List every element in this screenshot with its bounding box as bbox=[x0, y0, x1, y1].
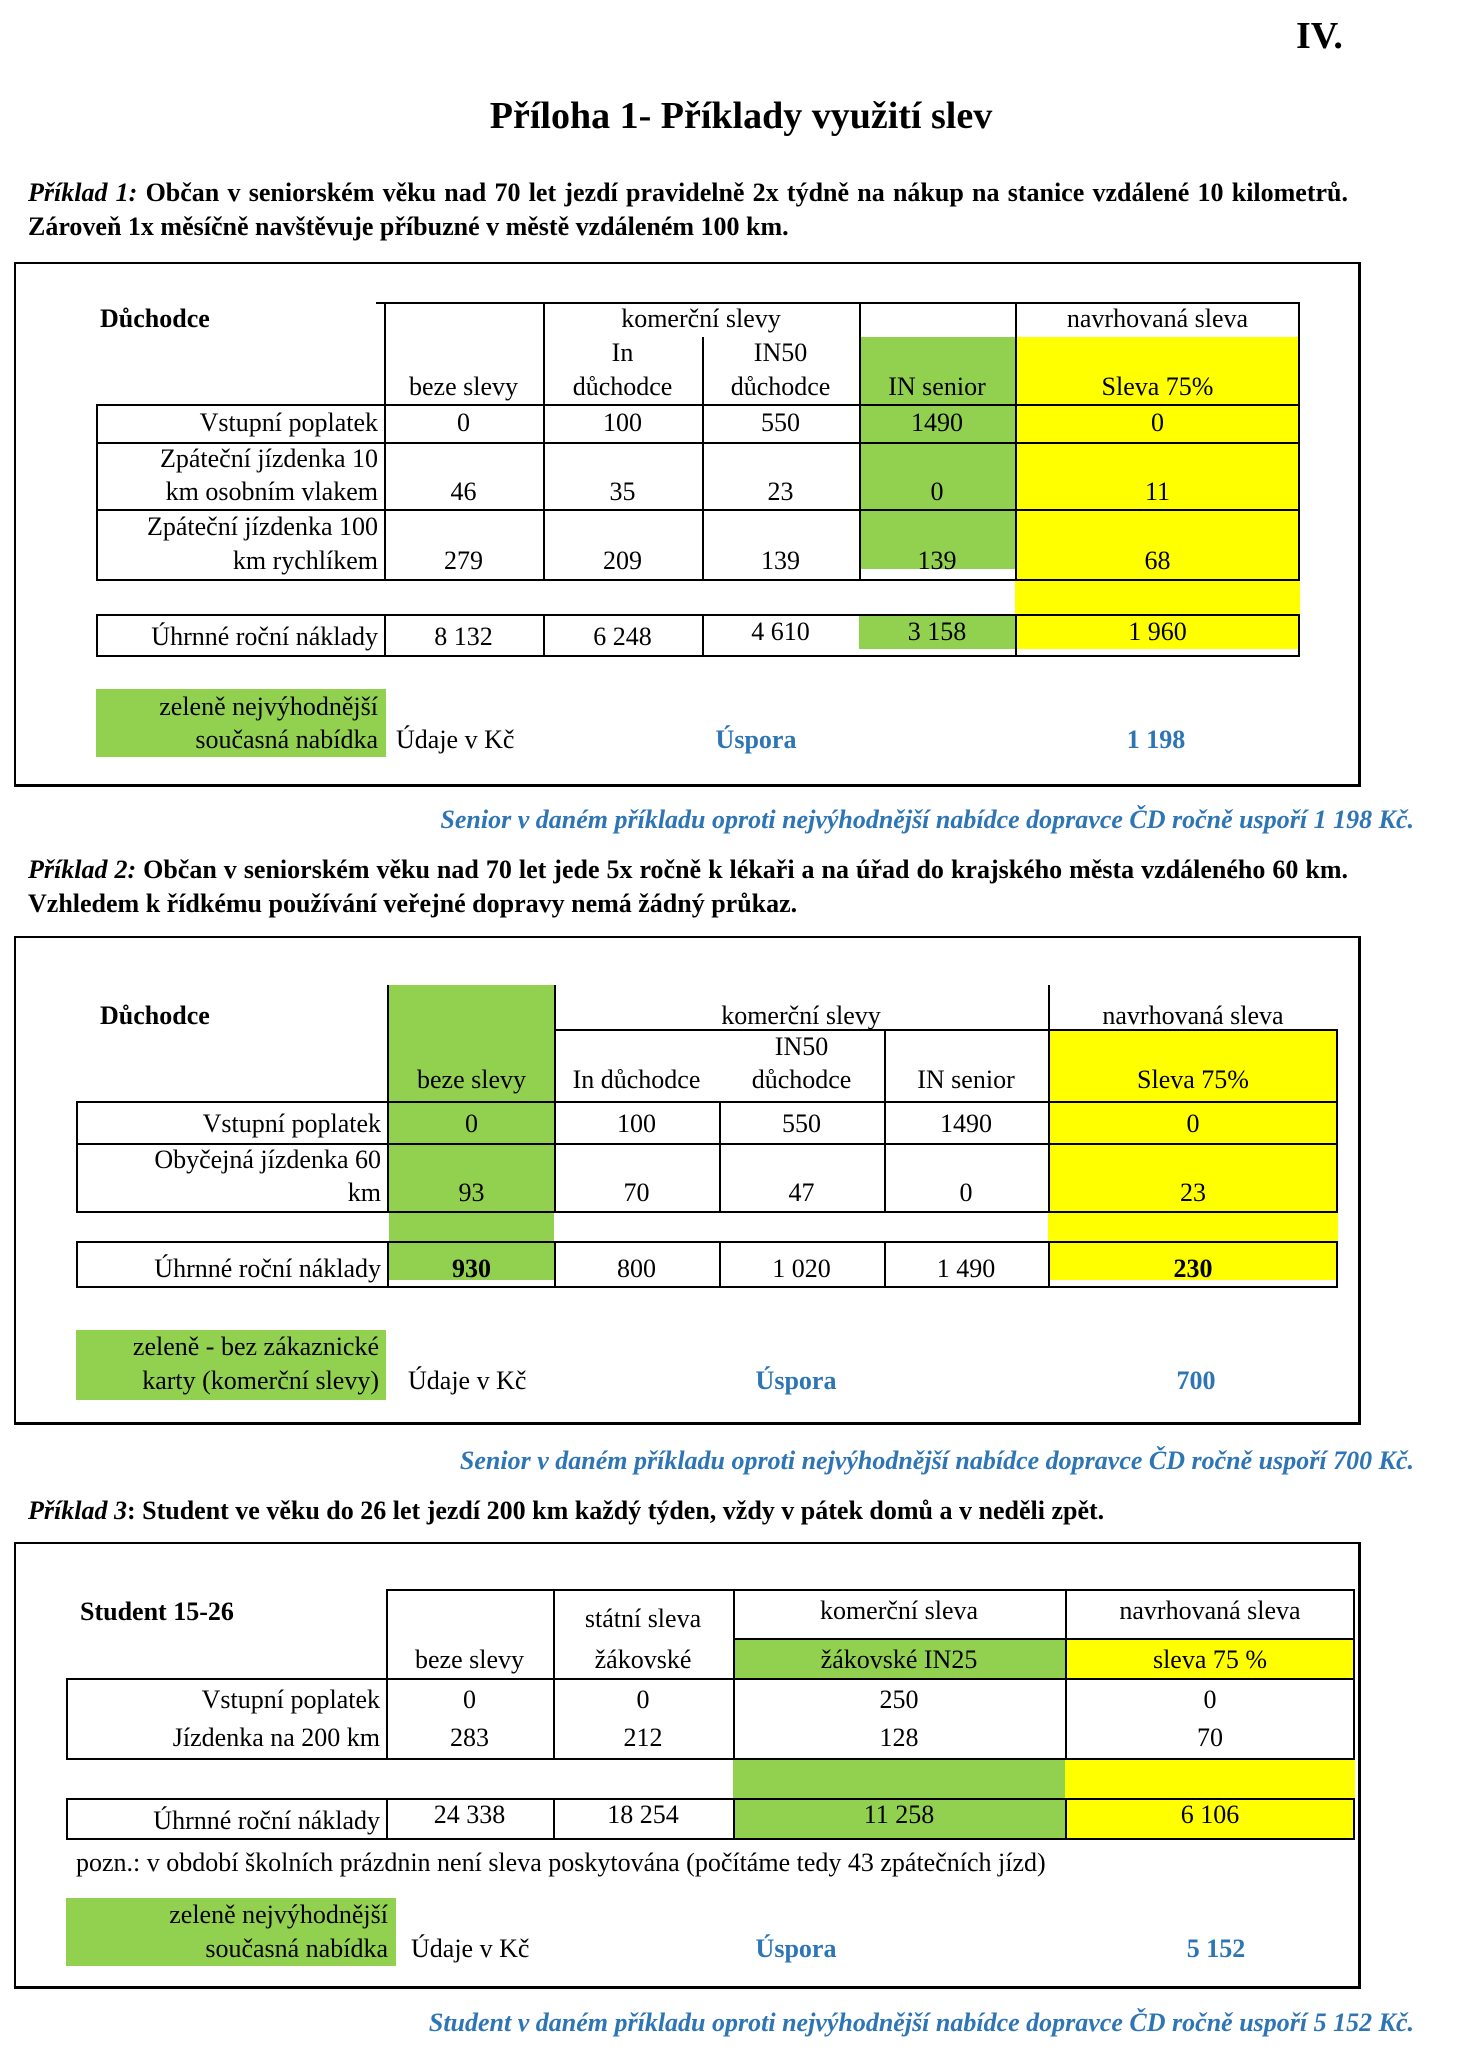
ex1-saving-label: Úspora bbox=[715, 725, 797, 754]
example3-text: : Student ve věku do 26 let jezdí 200 km každý týden, vždy v pátek domů a v neděli zpět. bbox=[126, 1496, 1105, 1525]
ex3-cell: 212 bbox=[623, 1723, 663, 1752]
example1-text: Občan v seniorském věku nad 70 let jezdí pravidelně 2x týdně na nákup na stanice vzdálené 10 kilometrů. Zároveň 1x měsíčně navštěvuje příbuzné v městě vzdáleném 100 km. bbox=[28, 178, 1348, 241]
example1-label: Příklad 1: bbox=[28, 178, 138, 207]
ex1-col-header-line2: důchodce bbox=[572, 372, 673, 401]
ex1-legend-line2: současná nabídka bbox=[195, 725, 378, 754]
ex3-cell: 0 bbox=[463, 1685, 476, 1714]
example3-table-box bbox=[14, 1542, 1361, 1989]
ex2-cell: 0 bbox=[1186, 1109, 1200, 1138]
example2-text: Občan v seniorském věku nad 70 let jede 5x ročně k lékaři a na úřad do krajského města vzdáleného 60 km. Vzhledem k řídkému používání veřejné dopravy nemá žádný průkaz. bbox=[28, 855, 1348, 918]
example3-summary: Student v daném příkladu oproti nejvýhodnější nabídce dopravce ČD ročně uspoří 5 152 Kč. bbox=[428, 2008, 1414, 2037]
ex2-col-header-line1: IN50 bbox=[774, 1032, 829, 1061]
ex1-cell: 1490 bbox=[911, 408, 963, 437]
ex3-group-proposed: navrhovaná sleva bbox=[1119, 1596, 1301, 1625]
ex2-cell: 100 bbox=[617, 1109, 656, 1138]
ex1-col-header: Sleva 75% bbox=[1101, 372, 1214, 401]
ex3-total-cell: 11 258 bbox=[863, 1800, 935, 1829]
ex3-cell: 70 bbox=[1197, 1723, 1223, 1752]
ex1-cell: 46 bbox=[450, 477, 477, 506]
ex2-legend-line2: karty (komerční slevy) bbox=[142, 1366, 379, 1395]
ex1-saving-value: 1 198 bbox=[1126, 725, 1186, 754]
ex1-total-label: Úhrnné roční náklady bbox=[151, 622, 378, 651]
ex2-cell: 1490 bbox=[940, 1109, 992, 1138]
ex2-cell: 93 bbox=[458, 1178, 485, 1207]
ex2-saving-value: 700 bbox=[1176, 1366, 1216, 1395]
ex3-cell: 250 bbox=[879, 1685, 919, 1714]
ex1-cell: 139 bbox=[917, 546, 957, 575]
ex2-total-cell: 1 490 bbox=[936, 1254, 996, 1283]
ex3-legend-line1: zeleně nejvýhodnější bbox=[169, 1900, 388, 1929]
ex2-col-header: IN senior bbox=[917, 1065, 1015, 1094]
ex1-cell: 139 bbox=[761, 546, 800, 575]
example1-table-box bbox=[14, 262, 1361, 787]
ex3-cell: 0 bbox=[1203, 1685, 1217, 1714]
ex3-cell: 0 bbox=[636, 1685, 650, 1714]
ex1-row-label: km osobním vlakem bbox=[165, 477, 378, 506]
ex3-cell: 128 bbox=[879, 1723, 919, 1752]
ex3-row-label: Vstupní poplatek bbox=[201, 1685, 380, 1714]
ex2-col-header: beze slevy bbox=[416, 1065, 526, 1094]
ex1-cell: 0 bbox=[930, 477, 944, 506]
ex3-saving-value: 5 152 bbox=[1186, 1934, 1246, 1963]
example2-intro bbox=[28, 853, 1348, 921]
ex1-cell: 100 bbox=[603, 408, 642, 437]
ex1-units: Údaje v Kč bbox=[396, 725, 515, 754]
ex2-total-cell: 230 bbox=[1173, 1254, 1213, 1283]
ex2-cell: 0 bbox=[465, 1109, 478, 1138]
ex2-total-cell: 1 020 bbox=[772, 1254, 831, 1283]
ex2-total-cell: 930 bbox=[452, 1254, 491, 1283]
section-numeral: IV. bbox=[1296, 15, 1343, 57]
example1-summary: Senior v daném příkladu oproti nejvýhodnější nabídce dopravce ČD ročně uspoří 1 198 Kč. bbox=[440, 805, 1414, 834]
ex1-total-cell: 6 248 bbox=[593, 622, 652, 651]
ex3-legend-line2: současná nabídka bbox=[205, 1934, 388, 1963]
example2-table-box bbox=[14, 936, 1361, 1425]
ex3-saving-label: Úspora bbox=[755, 1934, 837, 1963]
example3-intro bbox=[28, 1494, 1348, 1528]
ex1-total-cell: 8 132 bbox=[434, 622, 493, 651]
ex2-cell: 47 bbox=[788, 1178, 815, 1207]
example2-summary: Senior v daném příkladu oproti nejvýhodnější nabídce dopravce ČD ročně uspoří 700 Kč. bbox=[459, 1446, 1414, 1475]
example2-label: Příklad 2: bbox=[28, 855, 137, 884]
ex1-group-commercial: komerční slevy bbox=[621, 304, 781, 333]
ex2-legend-line1: zeleně - bez zákaznické bbox=[132, 1332, 379, 1361]
ex1-cell: 68 bbox=[1144, 546, 1171, 575]
ex3-corner-label: Student 15-26 bbox=[80, 1597, 234, 1626]
ex3-group-state: státní sleva bbox=[584, 1604, 702, 1633]
ex2-row-label: km bbox=[347, 1178, 381, 1207]
ex1-cell: 11 bbox=[1144, 477, 1171, 506]
ex1-group-proposed: navrhovaná sleva bbox=[1066, 304, 1249, 333]
ex2-cell: 550 bbox=[782, 1109, 821, 1138]
ex1-total-cell: 4 610 bbox=[751, 617, 810, 646]
ex1-cell: 550 bbox=[761, 408, 800, 437]
ex3-col-header: žákovské bbox=[594, 1645, 692, 1674]
ex2-cell: 23 bbox=[1180, 1178, 1206, 1207]
ex2-total-label: Úhrnné roční náklady bbox=[154, 1254, 381, 1283]
ex1-cell: 35 bbox=[609, 477, 636, 506]
page-title: Příloha 1- Příklady využití slev bbox=[489, 95, 993, 137]
ex2-cell: 0 bbox=[959, 1178, 973, 1207]
ex2-corner-label: Důchodce bbox=[100, 1001, 210, 1030]
example3-label: Příklad 3 bbox=[28, 1496, 127, 1525]
ex1-total-cell: 3 158 bbox=[907, 617, 967, 646]
ex3-total-cell: 18 254 bbox=[607, 1800, 679, 1829]
ex2-cell: 70 bbox=[623, 1178, 650, 1207]
ex3-total-cell: 24 338 bbox=[433, 1800, 506, 1829]
ex1-col-header-line2: důchodce bbox=[730, 372, 831, 401]
ex2-col-header-line2: důchodce bbox=[751, 1065, 852, 1094]
ex1-row-label: Vstupní poplatek bbox=[199, 408, 378, 437]
ex3-col-header: beze slevy bbox=[414, 1645, 524, 1674]
ex2-group-proposed: navrhovaná sleva bbox=[1102, 1001, 1284, 1030]
ex1-legend-line1: zeleně nejvýhodnější bbox=[159, 692, 378, 721]
ex1-cell: 23 bbox=[767, 477, 794, 506]
ex1-cell: 209 bbox=[603, 546, 642, 575]
example1-intro bbox=[28, 176, 1348, 244]
ex1-cell: 279 bbox=[444, 546, 483, 575]
ex2-saving-label: Úspora bbox=[755, 1366, 837, 1395]
ex1-row-label: km rychlíkem bbox=[232, 546, 378, 575]
ex3-row-label: Jízdenka na 200 km bbox=[172, 1723, 380, 1752]
ex3-group-commercial: komerční sleva bbox=[819, 1596, 979, 1625]
ex1-corner-label: Důchodce bbox=[100, 304, 210, 333]
ex1-cell: 0 bbox=[457, 408, 470, 437]
ex1-row-label: Zpáteční jízdenka 100 bbox=[146, 512, 378, 541]
ex1-row-label: Zpáteční jízdenka 10 bbox=[159, 444, 378, 473]
ex2-units: Údaje v Kč bbox=[408, 1366, 527, 1395]
ex1-cell: 0 bbox=[1151, 408, 1164, 437]
ex3-col-header: žákovské IN25 bbox=[820, 1645, 978, 1674]
ex3-units: Údaje v Kč bbox=[411, 1934, 530, 1963]
ex2-total-cell: 800 bbox=[617, 1254, 656, 1283]
ex1-col-header-line1: IN50 bbox=[753, 338, 808, 367]
ex3-total-cell: 6 106 bbox=[1180, 1800, 1240, 1829]
ex3-col-header: sleva 75 % bbox=[1152, 1645, 1268, 1674]
ex2-col-header: In důchodce bbox=[572, 1065, 701, 1094]
ex2-row-label: Vstupní poplatek bbox=[202, 1109, 381, 1138]
ex3-note: pozn.: v období školních prázdnin není sleva poskytována (počítáme tedy 43 zpátečních jízd) bbox=[76, 1848, 1046, 1877]
ex1-total-cell: 1 960 bbox=[1128, 617, 1187, 646]
ex1-col-header: beze slevy bbox=[408, 372, 518, 401]
ex2-col-header: Sleva 75% bbox=[1137, 1065, 1249, 1094]
ex2-group-commercial: komerční slevy bbox=[721, 1001, 881, 1030]
ex3-total-label: Úhrnné roční náklady bbox=[153, 1806, 380, 1835]
ex3-cell: 283 bbox=[450, 1723, 489, 1752]
ex1-col-header-line1: In bbox=[611, 338, 634, 367]
ex1-col-header: IN senior bbox=[888, 372, 986, 401]
ex2-row-label: Obyčejná jízdenka 60 bbox=[154, 1145, 381, 1174]
